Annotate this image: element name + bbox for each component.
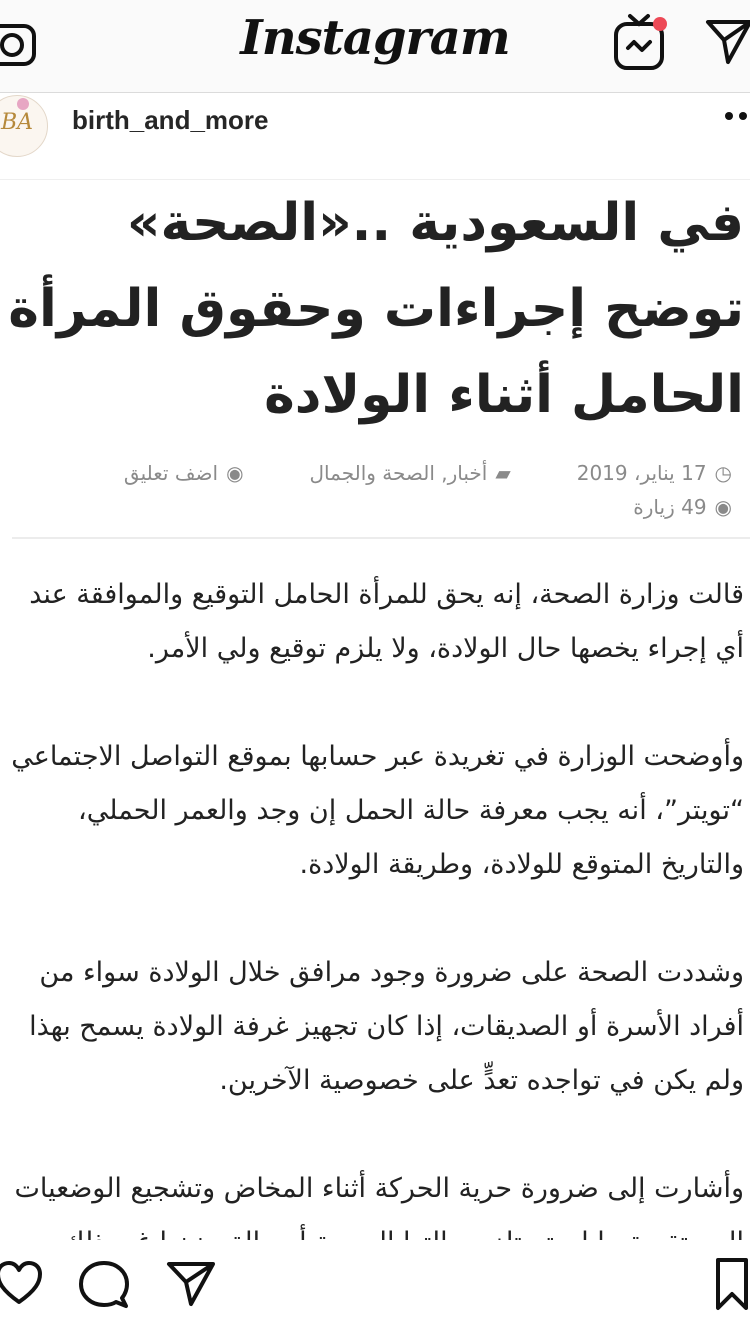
avatar[interactable]: BA — [0, 95, 48, 157]
divider — [12, 537, 750, 539]
article-views: 49 زيارة — [633, 495, 707, 519]
headline-line: الحامل أثناء الولادة — [264, 365, 744, 425]
add-comment-link: اضف تعليق — [123, 461, 219, 485]
igtv-icon[interactable] — [612, 12, 672, 72]
article-paragraph: وأشارت إلى ضرورة حرية الحركة أثناء المخاض وتشجيع الوضعيات — [14, 1173, 744, 1204]
comment-icon[interactable] — [78, 1258, 130, 1310]
headline-line: في السعودية ..«الصحة» — [126, 193, 744, 253]
article-headline — [4, 180, 744, 438]
post-username[interactable]: birth_and_more — [72, 105, 269, 135]
comment-bubble-icon: ◉ — [226, 461, 244, 485]
article-paragraph: قالت وزارة الصحة، إنه يحق للمرأة الحامل التوقيع والموافقة عند أي إجراء يخصها حال الولادة، ولا يلزم توقيع ولي الأمر. — [29, 579, 744, 664]
article-date: 17 يناير، 2019 — [576, 461, 707, 485]
direct-message-icon[interactable] — [704, 16, 750, 66]
top-bar — [0, 0, 750, 93]
headline-line: توضح إجراءات وحقوق المرأة — [8, 279, 744, 339]
folder-icon: ▰ — [495, 461, 511, 485]
post-image[interactable] — [0, 180, 750, 1240]
more-options-icon[interactable] — [724, 111, 750, 121]
clock-icon: ◷ — [714, 461, 732, 485]
article-meta — [12, 456, 732, 524]
post-header — [0, 93, 750, 180]
article-body — [4, 568, 744, 1324]
post-actions — [0, 1240, 750, 1334]
app-logo: Instagram — [240, 10, 510, 66]
heart-icon[interactable] — [0, 1258, 44, 1308]
article-paragraph: وأوضحت الوزارة في تغريدة عبر حسابها بموقع التواصل الاجتماعي “تويتر”، أنه يجب معرفة حالة الحمل إن وجد والعمر الحملي، والتاريخ المتوقع للولادة، وطريقة الولادة. — [11, 741, 744, 880]
bookmark-icon[interactable] — [714, 1256, 750, 1312]
share-icon[interactable] — [166, 1260, 216, 1308]
notification-dot — [653, 17, 667, 31]
eye-icon: ◉ — [714, 495, 732, 519]
article-category: أخبار, الصحة والجمال — [309, 461, 488, 485]
article-paragraph: وشددت الصحة على ضرورة وجود مرافق خلال الولادة سواء من أفراد الأسرة أو الصديقات، إذا كان تجهيز غرفة الولادة يسمح بهذا ولم يكن في تواجده تعدٍّ على خصوصية الآخرين. — [29, 957, 744, 1096]
